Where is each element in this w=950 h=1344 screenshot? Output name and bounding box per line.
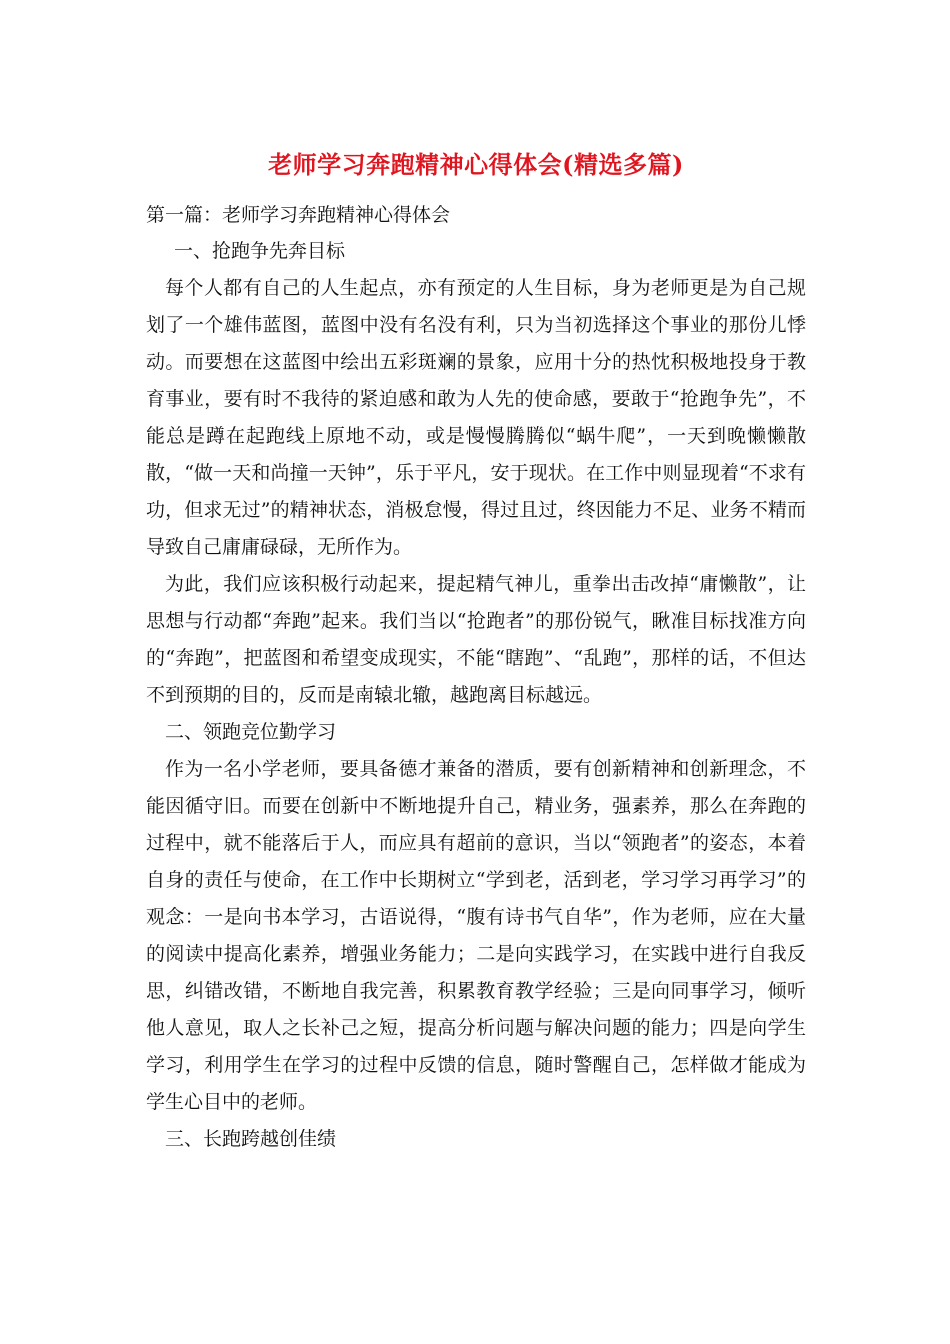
section-2-paragraph-1: 作为一名小学老师，要具备德才兼备的潜质，要有创新精神和创新理念，不能因循守旧。而要在创新中不断地提升自己，精业务，强素养，那么在奔跑的过程中，就不能落后于人，而应具有超前的意识，当以“领跑者”的姿态，本着自身的责任与使命，在工作中长期树立“学到老，活到老，学习学习再学习”的观念：一是向书本学习，古语说得，“腹有诗书气自华”，作为老师，应在大量的阅读中提高化素养，增强业务能力；二是向实践学习，在实践中进行自我反思，纠错改错，不断地自我完善，积累教育教学经验；三是向同事学习，倾听他人意见，取人之长补己之短，提高分析问题与解决问题的能力；四是向学生学习，利用学生在学习的过程中反馈的信息，随时警醒自己，怎样做才能成为学生心目中的老师。	[146, 758, 806, 1113]
section-1-paragraph-1: 每个人都有自己的人生起点，亦有预定的人生目标，身为老师更是为自己规划了一个雄伟蓝图，蓝图中没有名没有利，只为当初选择这个事业的那份儿悸动。而要想在这蓝图中绘出五彩斑斓的景象，应用十分的热忱积极地投身于教育事业，要有时不我待的紧迫感和敢为人先的使命感，要敢于“抢跑争先”，不能总是蹲在起跑线上原地不动，或是慢慢腾腾似“蜗牛爬”，一天到晚懒懒散散，“做一天和尚撞一天钟”，乐于平凡，安于现状。在工作中则显现着“不求有功，但求无过”的精神状态，消极怠慢，得过且过，终因能力不足、业务不精而导致自己庸庸碌碌，无所作为。	[146, 277, 806, 558]
chapter-heading: 第一篇：老师学习奔跑精神心得体会	[146, 204, 451, 226]
section-heading-2: 二、领跑竞位勤学习	[165, 721, 337, 743]
document-page	[146, 148, 806, 1158]
document-title: 老师学习奔跑精神心得体会(精选多篇)	[268, 150, 684, 179]
section-1-paragraph-2: 为此，我们应该积极行动起来，提起精气神儿，重拳出击改掉“庸懒散”，让思想与行动都“奔跑”起来。我们当以“抢跑者”的那份锐气，瞅准目标找准方向的“奔跑”，把蓝图和希望变成现实，不能“瞎跑”、“乱跑”，那样的话，不但达不到预期的目的，反而是南辕北辙，越跑离目标越远。	[146, 573, 806, 706]
section-heading-3: 三、长跑跨越创佳绩	[165, 1128, 337, 1150]
section-heading-1: 一、抢跑争先奔目标	[174, 240, 346, 262]
